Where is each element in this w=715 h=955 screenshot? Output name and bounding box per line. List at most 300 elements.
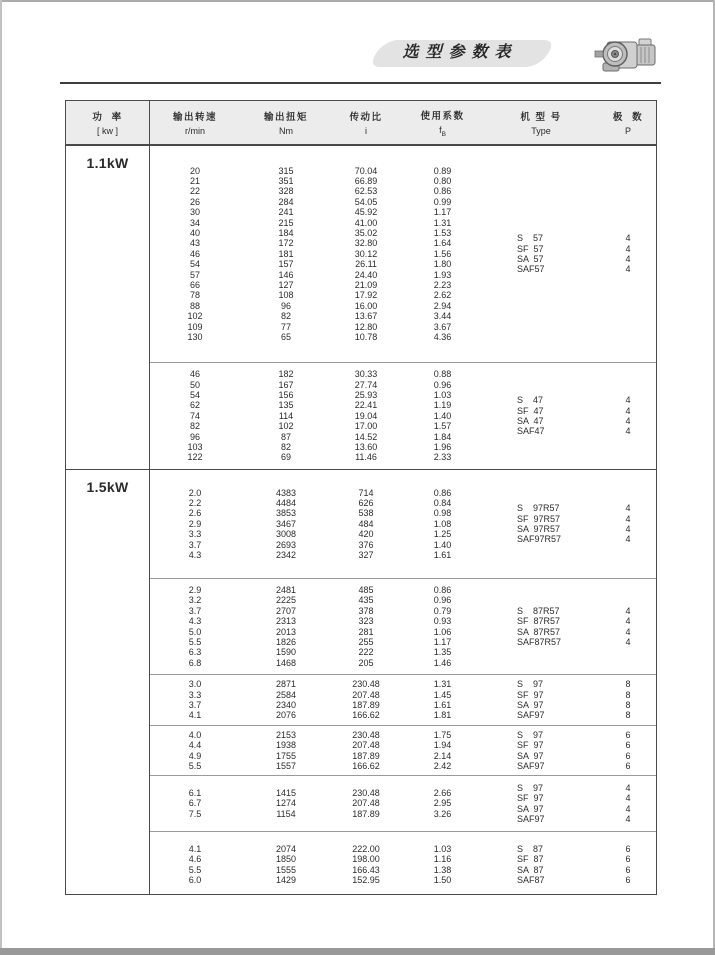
torque-value: 3008 (275, 529, 297, 540)
ratio-value: 11.46 (355, 452, 377, 463)
speed-column (149, 675, 241, 725)
ratio-value: 166.43 (352, 864, 380, 875)
type-value: SAF97 (517, 710, 545, 721)
torque-value: 114 (278, 410, 294, 421)
ratio-value: 222.00 (352, 843, 380, 854)
type-value: SF 97 (517, 740, 544, 751)
ratio-value: 166.62 (352, 710, 380, 721)
speed-value: 4.0 (188, 729, 202, 740)
column-header-label: 传动比 (349, 112, 383, 123)
column-header-unit: [ kw ] (96, 126, 118, 136)
page-bottom-edge (0, 948, 715, 955)
poles-value: 6 (625, 760, 631, 771)
type-value: S 87R57 (517, 605, 560, 616)
power-rating-label: 1.5kW (86, 479, 129, 495)
torque-value: 1850 (275, 854, 297, 865)
factor-value: 1.61 (433, 700, 452, 710)
speed-column (149, 146, 241, 362)
torque-value: 2342 (275, 550, 297, 561)
torque-value: 108 (278, 290, 294, 301)
ratio-value: 12.80 (354, 321, 378, 332)
poles-value: 4 (625, 416, 631, 426)
power-section-1.1kW (66, 146, 656, 469)
ratio-value: 10.78 (354, 332, 378, 343)
torque-value: 1555 (275, 864, 297, 875)
column-header-4 (401, 101, 484, 144)
torque-value: 2074 (275, 843, 297, 854)
factor-value: 1.46 (433, 657, 452, 668)
torque-value: 1755 (275, 750, 297, 761)
factor-value: 1.81 (433, 710, 452, 721)
speed-value: 4.3 (188, 550, 202, 561)
speed-value: 5.5 (188, 760, 202, 771)
speed-value: 4.9 (188, 750, 202, 761)
speed-value: 3.7 (188, 605, 202, 616)
torque-value: 2707 (275, 605, 297, 616)
torque-value: 1557 (275, 760, 297, 771)
speed-value: 66 (189, 280, 200, 291)
page-edge-top (0, 0, 715, 2)
ratio-value: 14.52 (354, 431, 378, 442)
factor-value: 2.95 (433, 798, 452, 809)
ratio-column (331, 832, 401, 897)
type-value: S 97R57 (517, 503, 560, 514)
torque-column (241, 579, 331, 674)
ratio-value: 16.00 (354, 300, 378, 311)
poles-value: 4 (625, 513, 631, 524)
speed-value: 34 (189, 217, 200, 228)
factor-value: 0.80 (433, 175, 452, 186)
speed-value: 103 (187, 442, 203, 453)
torque-value: 146 (278, 269, 294, 280)
ratio-column (331, 675, 401, 725)
torque-column (241, 776, 331, 831)
torque-value: 184 (278, 227, 294, 238)
factor-value: 1.40 (433, 539, 452, 550)
type-column (484, 579, 598, 674)
speed-value: 20 (189, 165, 200, 176)
column-header-label: 功 率 (92, 112, 123, 123)
poles-value: 6 (625, 854, 631, 865)
column-header-unit: P (624, 126, 631, 136)
gearmotor-icon (593, 35, 661, 77)
poles-value: 4 (625, 524, 631, 534)
factor-value: 1.80 (433, 259, 452, 270)
ratio-value: 420 (358, 529, 374, 540)
ratio-value: 230.48 (352, 787, 380, 798)
speed-value: 96 (189, 431, 200, 442)
factor-value: 0.86 (433, 487, 452, 498)
factor-column (401, 832, 484, 897)
poles-value: 6 (625, 864, 631, 875)
ratio-value: 19.04 (354, 410, 378, 421)
poles-column (598, 579, 658, 674)
poles-value: 4 (625, 534, 631, 545)
torque-value: 3853 (275, 508, 297, 519)
poles-value: 8 (625, 679, 631, 690)
table-header-row (66, 101, 656, 146)
ratio-value: 30.12 (354, 248, 378, 259)
factor-value: 0.79 (433, 605, 452, 616)
torque-value: 328 (278, 186, 294, 197)
poles-value: 4 (625, 782, 631, 793)
ratio-value: 66.89 (354, 175, 378, 186)
type-value: S 97 (517, 679, 544, 690)
torque-value: 181 (278, 248, 294, 259)
ratio-value: 17.92 (354, 290, 378, 301)
type-value: SF 97R57 (517, 513, 561, 524)
speed-value: 50 (189, 379, 200, 390)
data-block (149, 725, 656, 775)
type-value: SF 87 (517, 854, 544, 865)
factor-value: 1.25 (433, 529, 452, 540)
ratio-value: 13.60 (354, 442, 378, 453)
type-value: SAF97R57 (517, 534, 562, 545)
poles-value: 4 (625, 616, 631, 627)
ratio-value: 207.48 (352, 689, 380, 700)
poles-value: 8 (625, 710, 631, 721)
poles-value: 4 (625, 254, 631, 264)
ratio-value: 198.00 (352, 854, 380, 865)
ratio-column (331, 363, 401, 469)
page-title: 选型参数表 (402, 44, 518, 61)
data-block (149, 146, 656, 362)
torque-value: 157 (278, 259, 294, 270)
torque-value: 1938 (275, 740, 297, 751)
unit-subscript: B (441, 130, 446, 138)
type-column (484, 675, 598, 725)
ratio-value: 222 (358, 647, 374, 658)
table-body (66, 146, 656, 896)
speed-value: 6.0 (188, 874, 202, 885)
type-value: SAF87R57 (517, 636, 562, 647)
speed-value: 74 (189, 410, 200, 421)
poles-column (598, 363, 658, 469)
poles-value: 4 (625, 636, 631, 647)
speed-column (149, 579, 241, 674)
ratio-value: 70.04 (354, 165, 378, 176)
data-block (149, 831, 656, 897)
factor-value: 1.31 (433, 679, 452, 690)
factor-value: 1.31 (433, 217, 452, 228)
speed-value: 3.0 (188, 679, 202, 690)
torque-value: 315 (278, 165, 294, 176)
speed-value: 82 (189, 421, 200, 432)
poles-value: 4 (625, 395, 631, 406)
speed-value: 2.0 (188, 487, 202, 498)
poles-value: 6 (625, 843, 631, 854)
speed-column (149, 470, 241, 578)
speed-value: 5.0 (188, 626, 202, 637)
column-header-unit (439, 125, 446, 138)
torque-value: 2225 (275, 595, 297, 606)
type-value: SA 97R57 (517, 524, 561, 534)
factor-value: 1.61 (433, 550, 452, 561)
type-value: SF 47 (517, 405, 544, 416)
speed-value: 2.9 (188, 518, 202, 529)
type-value: SA 47 (517, 416, 544, 426)
torque-value: 2153 (275, 729, 297, 740)
type-value: S 97 (517, 782, 544, 793)
torque-value: 2693 (275, 539, 297, 550)
torque-value: 156 (278, 389, 294, 400)
speed-value: 40 (189, 227, 200, 238)
factor-value: 1.56 (433, 248, 452, 259)
torque-value: 2013 (275, 626, 297, 637)
torque-value: 215 (278, 217, 294, 228)
speed-value: 78 (189, 290, 200, 301)
factor-value: 0.88 (433, 369, 452, 380)
torque-column (241, 470, 331, 578)
ratio-value: 327 (358, 550, 374, 561)
torque-column (241, 363, 331, 469)
factor-column (401, 675, 484, 725)
torque-value: 4484 (275, 497, 297, 508)
torque-value: 127 (278, 280, 294, 291)
factor-value: 0.96 (433, 379, 452, 390)
poles-value: 4 (625, 233, 631, 244)
column-header-label: 极 数 (612, 112, 644, 123)
ratio-value: 187.89 (352, 700, 380, 710)
ratio-value: 62.53 (354, 186, 378, 197)
factor-value: 2.23 (433, 280, 452, 291)
speed-value: 4.1 (188, 710, 202, 721)
ratio-value: 323 (358, 616, 374, 627)
factor-value: 1.17 (433, 207, 452, 218)
type-value: SA 87R57 (517, 626, 561, 637)
poles-column (598, 470, 658, 578)
factor-column (401, 363, 484, 469)
factor-value: 1.06 (433, 626, 452, 637)
factor-value: 0.99 (433, 196, 452, 207)
torque-value: 167 (278, 379, 294, 390)
factor-value: 1.40 (433, 410, 452, 421)
torque-value: 284 (278, 196, 294, 207)
speed-value: 109 (187, 321, 203, 332)
data-block (149, 470, 656, 578)
column-header-2 (241, 101, 331, 144)
type-column (484, 776, 598, 831)
factor-value: 2.66 (433, 787, 452, 798)
data-block (149, 775, 656, 831)
speed-value: 102 (187, 311, 203, 322)
torque-value: 1826 (275, 636, 297, 647)
poles-value: 4 (625, 813, 631, 824)
ratio-column (331, 726, 401, 775)
ratio-value: 13.67 (354, 311, 378, 322)
factor-column (401, 470, 484, 578)
speed-value: 5.5 (188, 636, 202, 647)
factor-value: 1.08 (433, 518, 452, 529)
ratio-column (331, 146, 401, 362)
factor-value: 1.35 (433, 647, 452, 658)
factor-column (401, 146, 484, 362)
type-value: SAF87 (517, 874, 545, 885)
type-value: SF 97 (517, 793, 544, 804)
poles-value: 4 (625, 264, 631, 275)
torque-column (241, 726, 331, 775)
factor-value: 1.75 (433, 729, 452, 740)
torque-value: 1274 (275, 798, 297, 809)
ratio-value: 21.09 (354, 280, 378, 291)
factor-value: 2.94 (433, 300, 452, 311)
type-column (484, 726, 598, 775)
speed-value: 2.6 (188, 508, 202, 519)
type-column (484, 363, 598, 469)
speed-value: 122 (187, 452, 203, 463)
factor-value: 1.19 (433, 400, 452, 411)
factor-value: 3.67 (433, 321, 452, 332)
torque-value: 172 (278, 238, 294, 249)
factor-value: 1.03 (433, 389, 452, 400)
speed-value: 6.3 (188, 647, 202, 658)
poles-column (598, 776, 658, 831)
ratio-value: 281 (358, 626, 374, 637)
column-header-0 (66, 101, 149, 144)
poles-value: 4 (625, 405, 631, 416)
ratio-value: 187.89 (352, 808, 380, 819)
type-column (484, 832, 598, 897)
speed-value: 30 (189, 207, 200, 218)
torque-value: 1429 (275, 874, 297, 885)
speed-value: 3.7 (188, 539, 202, 550)
factor-value: 0.86 (433, 186, 452, 197)
speed-value: 7.5 (188, 808, 202, 819)
column-header-3 (331, 101, 401, 144)
ratio-value: 255 (358, 636, 374, 647)
poles-value: 4 (625, 605, 631, 616)
factor-value: 1.93 (433, 269, 452, 280)
data-block (149, 674, 656, 725)
column-header-label: 输出转速 (172, 112, 217, 123)
type-value: SA 57 (517, 254, 544, 264)
speed-value: 4.3 (188, 616, 202, 627)
type-value: SA 87 (517, 864, 544, 875)
column-header-unit: r/min (185, 126, 205, 136)
factor-value: 1.64 (433, 238, 452, 249)
ratio-value: 30.33 (354, 369, 378, 380)
ratio-value: 626 (358, 497, 374, 508)
torque-value: 2340 (275, 700, 297, 710)
type-value: SAF47 (517, 426, 545, 437)
power-section-1.5kW (66, 469, 656, 896)
power-column-divider (149, 101, 150, 894)
page-edge-left (0, 0, 2, 955)
column-header-unit: Nm (279, 126, 293, 136)
ratio-value: 25.93 (354, 389, 378, 400)
torque-value: 102 (278, 421, 294, 432)
poles-value: 4 (625, 243, 631, 254)
data-block (149, 578, 656, 674)
torque-value: 2871 (275, 679, 297, 690)
factor-column (401, 726, 484, 775)
torque-value: 351 (278, 175, 294, 186)
factor-value: 1.94 (433, 740, 452, 751)
torque-value: 3467 (275, 518, 297, 529)
ratio-value: 484 (358, 518, 374, 529)
speed-value: 4.6 (188, 854, 202, 865)
speed-column (149, 726, 241, 775)
speed-value: 5.5 (188, 864, 202, 875)
poles-column (598, 832, 658, 897)
type-value: SF 87R57 (517, 616, 561, 627)
speed-value: 4.1 (188, 843, 202, 854)
ratio-value: 435 (358, 595, 374, 606)
column-header-label: 使用系数 (420, 110, 465, 122)
speed-value: 46 (189, 248, 200, 259)
type-value: SAF57 (517, 264, 545, 275)
speed-value: 54 (189, 389, 200, 400)
type-value: SA 97 (517, 750, 544, 761)
type-value: SA 97 (517, 803, 544, 814)
ratio-value: 35.02 (354, 227, 378, 238)
column-header-label: 输出扭矩 (263, 112, 308, 123)
speed-value: 46 (189, 369, 200, 380)
speed-value: 2.2 (188, 497, 202, 508)
factor-value: 1.16 (433, 854, 452, 865)
type-value: SF 57 (517, 243, 544, 254)
speed-value: 57 (189, 269, 200, 280)
factor-value: 3.44 (433, 311, 452, 322)
torque-value: 2076 (275, 710, 297, 721)
torque-value: 1590 (275, 647, 297, 658)
ratio-value: 166.62 (352, 760, 380, 771)
speed-value: 2.9 (188, 584, 202, 595)
type-value: S 47 (517, 395, 544, 406)
header-rule (60, 82, 661, 84)
ratio-value: 26.11 (355, 259, 377, 270)
factor-value: 2.14 (433, 750, 452, 761)
ratio-value: 22.41 (354, 400, 378, 411)
speed-value: 22 (189, 186, 200, 197)
type-value: S 57 (517, 233, 544, 244)
speed-value: 130 (187, 332, 203, 343)
ratio-value: 207.48 (352, 740, 380, 751)
ratio-value: 230.48 (352, 729, 380, 740)
torque-value: 1415 (275, 787, 297, 798)
factor-value: 2.62 (433, 290, 452, 301)
torque-value: 69 (280, 452, 291, 463)
factor-value: 0.89 (433, 165, 452, 176)
type-value: SA 97 (517, 700, 544, 710)
speed-column (149, 832, 241, 897)
poles-value: 4 (625, 803, 631, 814)
ratio-value: 205 (358, 657, 374, 668)
poles-value: 4 (625, 426, 631, 437)
factor-value: 4.36 (433, 332, 452, 343)
ratio-value: 485 (358, 584, 374, 595)
data-block (149, 362, 656, 469)
ratio-value: 45.92 (354, 207, 378, 218)
ratio-value: 230.48 (352, 679, 380, 690)
speed-value: 3.2 (188, 595, 202, 606)
speed-value: 54 (189, 259, 200, 270)
type-value: S 97 (517, 729, 544, 740)
speed-value: 3.7 (188, 700, 202, 710)
poles-value: 4 (625, 626, 631, 637)
poles-value: 8 (625, 689, 631, 700)
ratio-value: 152.95 (352, 874, 380, 885)
factor-value: 1.50 (433, 874, 452, 885)
factor-value: 0.93 (433, 616, 452, 627)
speed-value: 43 (189, 238, 200, 249)
ratio-value: 376 (358, 539, 374, 550)
factor-value: 3.26 (433, 808, 452, 819)
speed-value: 4.4 (188, 740, 202, 751)
column-header-1 (149, 101, 241, 144)
type-column (484, 470, 598, 578)
torque-column (241, 675, 331, 725)
